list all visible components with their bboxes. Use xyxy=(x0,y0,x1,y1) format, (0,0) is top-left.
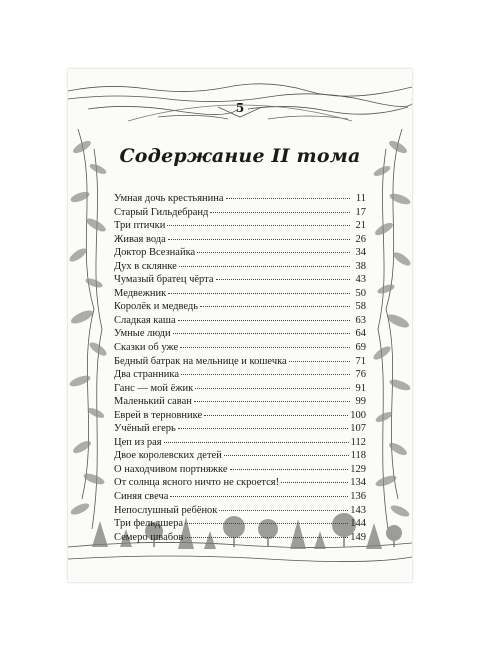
toc-entry-page: 136 xyxy=(350,491,366,503)
toc-entry-title: О находчивом портняжке xyxy=(114,463,228,475)
toc-entry-page: 11 xyxy=(355,193,366,204)
toc-leader-dots xyxy=(168,292,350,294)
toc-leader-dots xyxy=(204,414,348,416)
toc-entry-title: Еврей в терновнике xyxy=(114,409,203,421)
page-number: 5 xyxy=(235,101,245,115)
toc-entry-title: Двое королевских детей xyxy=(114,450,222,462)
toc-leader-dots xyxy=(185,536,348,538)
toc-entry xyxy=(114,234,366,248)
toc-entry-page: 99 xyxy=(355,396,366,408)
toc-leader-dots xyxy=(173,332,350,334)
toc-entry xyxy=(114,383,366,397)
toc-leader-dots xyxy=(197,251,350,253)
toc-entry-title: Умная дочь крестьянина xyxy=(114,193,224,204)
toc-entry xyxy=(114,342,366,356)
toc-entry xyxy=(114,437,366,451)
toc-leader-dots xyxy=(179,265,350,267)
toc-leader-dots xyxy=(170,495,348,497)
toc-entry-page: 107 xyxy=(350,423,366,435)
toc-entry-title: Дух в склянке xyxy=(114,260,177,272)
toc-entry-page: 34 xyxy=(355,247,366,259)
toc-leader-dots xyxy=(185,522,348,524)
toc-leader-dots xyxy=(281,481,348,483)
toc-entry-page: 58 xyxy=(355,301,366,313)
toc-leader-dots xyxy=(224,454,349,456)
toc-entry-title: От солнца ясного ничто не скроется! xyxy=(114,477,280,489)
toc-leader-dots xyxy=(178,319,350,321)
toc-entry-page: 112 xyxy=(350,436,366,448)
toc-entry xyxy=(114,491,366,505)
toc-entry-title: Семеро швабов xyxy=(114,531,184,543)
toc-entry-title: Цеп из рая xyxy=(114,436,162,448)
toc-entry xyxy=(114,532,366,546)
toc-entry-page: 64 xyxy=(355,328,366,340)
toc-entry-title: Три птички xyxy=(114,220,166,232)
toc-entry xyxy=(114,247,366,261)
toc-entry-title: Медвежник xyxy=(114,287,167,299)
toc-entry-title: Непослушный ребёнок xyxy=(114,504,218,516)
toc-leader-dots xyxy=(194,400,350,402)
toc-entry-page: 144 xyxy=(350,518,366,530)
toc-entry xyxy=(114,410,366,424)
toc-entry-title: Старый Гильдебранд xyxy=(114,206,209,218)
toc-entry-title: Учёный егерь xyxy=(114,423,176,435)
book-page xyxy=(68,69,412,582)
page-title: Содержание II тома xyxy=(119,145,361,167)
toc-entry-page: 134 xyxy=(350,477,366,489)
toc-entry-title: Ганс — мой ёжик xyxy=(114,382,194,394)
toc-entry-page: 100 xyxy=(350,409,366,421)
toc-entry-page: 143 xyxy=(350,504,366,516)
toc-leader-dots xyxy=(226,197,350,199)
toc-entry xyxy=(114,464,366,478)
toc-leader-dots xyxy=(210,211,350,213)
toc-entry xyxy=(114,261,366,275)
toc-entry-page: 63 xyxy=(355,314,366,326)
toc-entry xyxy=(114,274,366,288)
toc-entry-title: Маленький саван xyxy=(114,396,192,408)
toc-entry xyxy=(114,220,366,234)
toc-entry-title: Бедный батрак на мельнице и кошечка xyxy=(114,355,287,367)
toc-entry-title: Живая вода xyxy=(114,233,166,245)
toc-entry-page: 91 xyxy=(355,382,366,394)
toc-entry xyxy=(114,193,366,207)
toc-entry xyxy=(114,369,366,383)
toc-entry xyxy=(114,356,366,370)
toc-entry xyxy=(114,505,366,519)
toc-leader-dots xyxy=(289,360,350,362)
toc-entry-title: Сказки об уже xyxy=(114,342,179,354)
toc-entry-page: 69 xyxy=(355,342,366,354)
toc-entry xyxy=(114,301,366,315)
toc-entry-page: 50 xyxy=(355,287,366,299)
toc-leader-dots xyxy=(219,509,348,511)
toc-entry xyxy=(114,315,366,329)
toc-leader-dots xyxy=(164,441,349,443)
toc-entry xyxy=(114,328,366,342)
toc-entry-page: 149 xyxy=(350,531,366,543)
toc-entry-title: Доктор Всезнайка xyxy=(114,247,196,259)
toc-entry-page: 76 xyxy=(355,369,366,381)
toc-entry xyxy=(114,207,366,221)
toc-entry xyxy=(114,288,366,302)
toc-entry-title: Три фельдшера xyxy=(114,518,183,530)
toc-entry-title: Чумазый братец чёрта xyxy=(114,274,214,286)
toc-entry-page: 118 xyxy=(350,450,366,462)
toc-entry xyxy=(114,396,366,410)
toc-entry-title: Синяя свеча xyxy=(114,491,169,503)
toc-leader-dots xyxy=(200,305,350,307)
toc-entry xyxy=(114,423,366,437)
toc-entry-title: Королёк и медведь xyxy=(114,301,199,313)
toc-leader-dots xyxy=(168,238,350,240)
toc-entry-page: 17 xyxy=(355,206,366,218)
toc-entry-page: 71 xyxy=(355,355,366,367)
toc-leader-dots xyxy=(181,373,350,375)
toc-entry xyxy=(114,477,366,491)
toc-leader-dots xyxy=(180,346,350,348)
toc-leader-dots xyxy=(230,468,349,470)
toc-entry-page: 26 xyxy=(355,233,366,245)
toc-leader-dots xyxy=(216,278,350,280)
toc-entry-title: Два странника xyxy=(114,369,180,381)
table-of-contents xyxy=(114,193,366,545)
toc-leader-dots xyxy=(195,387,350,389)
toc-entry-page: 129 xyxy=(350,463,366,475)
toc-entry-page: 43 xyxy=(355,274,366,286)
toc-entry-page: 38 xyxy=(355,260,366,272)
toc-entry xyxy=(114,518,366,532)
toc-entry-title: Умные люди xyxy=(114,328,171,340)
toc-leader-dots xyxy=(178,427,348,429)
toc-entry-page: 21 xyxy=(355,220,366,232)
toc-entry xyxy=(114,450,366,464)
toc-entry-title: Сладкая каша xyxy=(114,314,176,326)
toc-leader-dots xyxy=(167,224,350,226)
